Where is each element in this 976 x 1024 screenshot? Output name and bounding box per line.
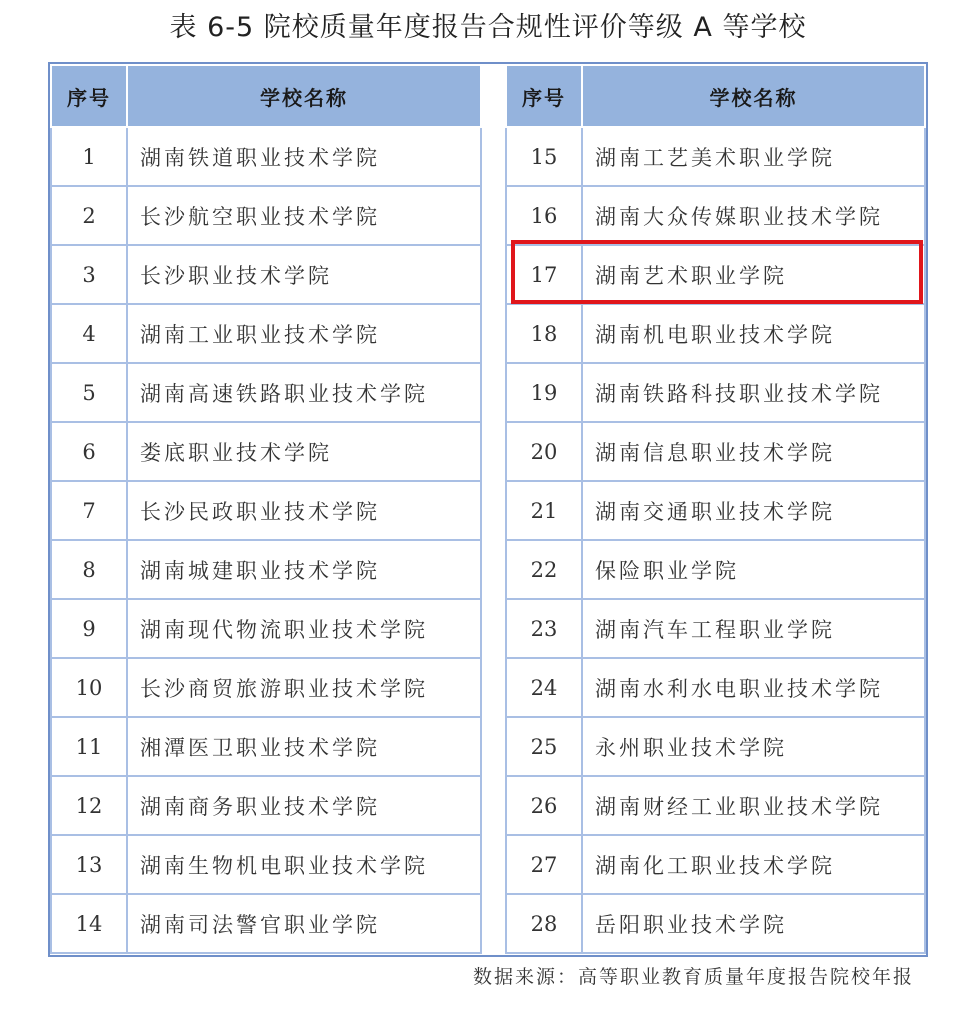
school-name: 长沙民政职业技术学院 [127,481,481,540]
row-number: 3 [51,245,127,304]
row-number: 12 [51,776,127,835]
table-row [506,835,925,894]
school-name: 长沙航空职业技术学院 [127,186,481,245]
table-row [506,540,925,599]
table-row [506,481,925,540]
row-number: 27 [506,835,582,894]
school-name: 湖南商务职业技术学院 [127,776,481,835]
school-name: 湖南司法警官职业学院 [127,894,481,953]
table-row [506,304,925,363]
school-name: 岳阳职业技术学院 [582,894,925,953]
table-row [51,363,481,422]
table-title: 表 6-5 院校质量年度报告合规性评价等级 A 等学校 [169,12,807,43]
row-number: 25 [506,717,582,776]
row-number: 4 [51,304,127,363]
row-number: 14 [51,894,127,953]
table-row [506,717,925,776]
school-name: 湖南工业职业技术学院 [127,304,481,363]
table-row [51,422,481,481]
school-name: 湖南铁路科技职业技术学院 [582,363,925,422]
data-source-note: 数据来源：高等职业教育质量年度报告院校年报 [472,966,914,988]
school-name: 湘潭医卫职业技术学院 [127,717,481,776]
school-name: 湖南铁道职业技术学院 [127,127,481,186]
table-header-row [506,65,925,127]
table-row [51,835,481,894]
school-name: 长沙商贸旅游职业技术学院 [127,658,481,717]
school-name: 长沙职业技术学院 [127,245,481,304]
table-divider-gap [482,64,505,955]
table-row [51,127,481,186]
table-row [51,894,481,953]
school-name: 湖南水利水电职业技术学院 [582,658,925,717]
school-name: 湖南高速铁路职业技术学院 [127,363,481,422]
school-table-right [505,64,926,954]
school-name: 湖南汽车工程职业学院 [582,599,925,658]
school-name: 湖南城建职业技术学院 [127,540,481,599]
table-row [506,363,925,422]
school-name: 湖南生物机电职业技术学院 [127,835,481,894]
row-number: 15 [506,127,582,186]
column-header-name: 学校名称 [127,65,481,127]
row-number: 18 [506,304,582,363]
table-row [506,658,925,717]
row-number: 11 [51,717,127,776]
table-row [506,186,925,245]
row-number: 17 [506,245,582,304]
table-row [51,481,481,540]
column-header-num: 序号 [506,65,582,127]
school-name: 保险职业学院 [582,540,925,599]
table-row [51,658,481,717]
column-header-name: 学校名称 [582,65,925,127]
row-number: 5 [51,363,127,422]
table-row [51,245,481,304]
table-row [506,127,925,186]
table-row [506,894,925,953]
school-name: 湖南大众传媒职业技术学院 [582,186,925,245]
row-number: 22 [506,540,582,599]
row-number: 21 [506,481,582,540]
school-table-left [50,64,482,954]
row-number: 19 [506,363,582,422]
row-number: 24 [506,658,582,717]
row-number: 7 [51,481,127,540]
row-number: 28 [506,894,582,953]
table-row [51,717,481,776]
school-name: 湖南工艺美术职业学院 [582,127,925,186]
school-name: 湖南现代物流职业技术学院 [127,599,481,658]
table-row [51,599,481,658]
table-row [51,776,481,835]
school-name: 湖南机电职业技术学院 [582,304,925,363]
row-number: 9 [51,599,127,658]
row-number: 23 [506,599,582,658]
row-number: 20 [506,422,582,481]
school-name: 湖南信息职业技术学院 [582,422,925,481]
school-name: 湖南交通职业技术学院 [582,481,925,540]
school-name: 湖南财经工业职业技术学院 [582,776,925,835]
table-row [506,422,925,481]
row-number: 16 [506,186,582,245]
column-header-num: 序号 [51,65,127,127]
row-number: 26 [506,776,582,835]
school-name: 永州职业技术学院 [582,717,925,776]
school-name: 娄底职业技术学院 [127,422,481,481]
school-name: 湖南化工职业技术学院 [582,835,925,894]
row-number: 13 [51,835,127,894]
table-row [51,540,481,599]
row-number: 2 [51,186,127,245]
table-header-row [51,65,481,127]
row-number: 1 [51,127,127,186]
table-row [506,776,925,835]
row-number: 8 [51,540,127,599]
school-name: 湖南艺术职业学院 [582,245,925,304]
table-row [51,304,481,363]
row-number: 10 [51,658,127,717]
table-row [51,186,481,245]
row-highlight-box [511,240,923,304]
table-row [506,599,925,658]
row-number: 6 [51,422,127,481]
